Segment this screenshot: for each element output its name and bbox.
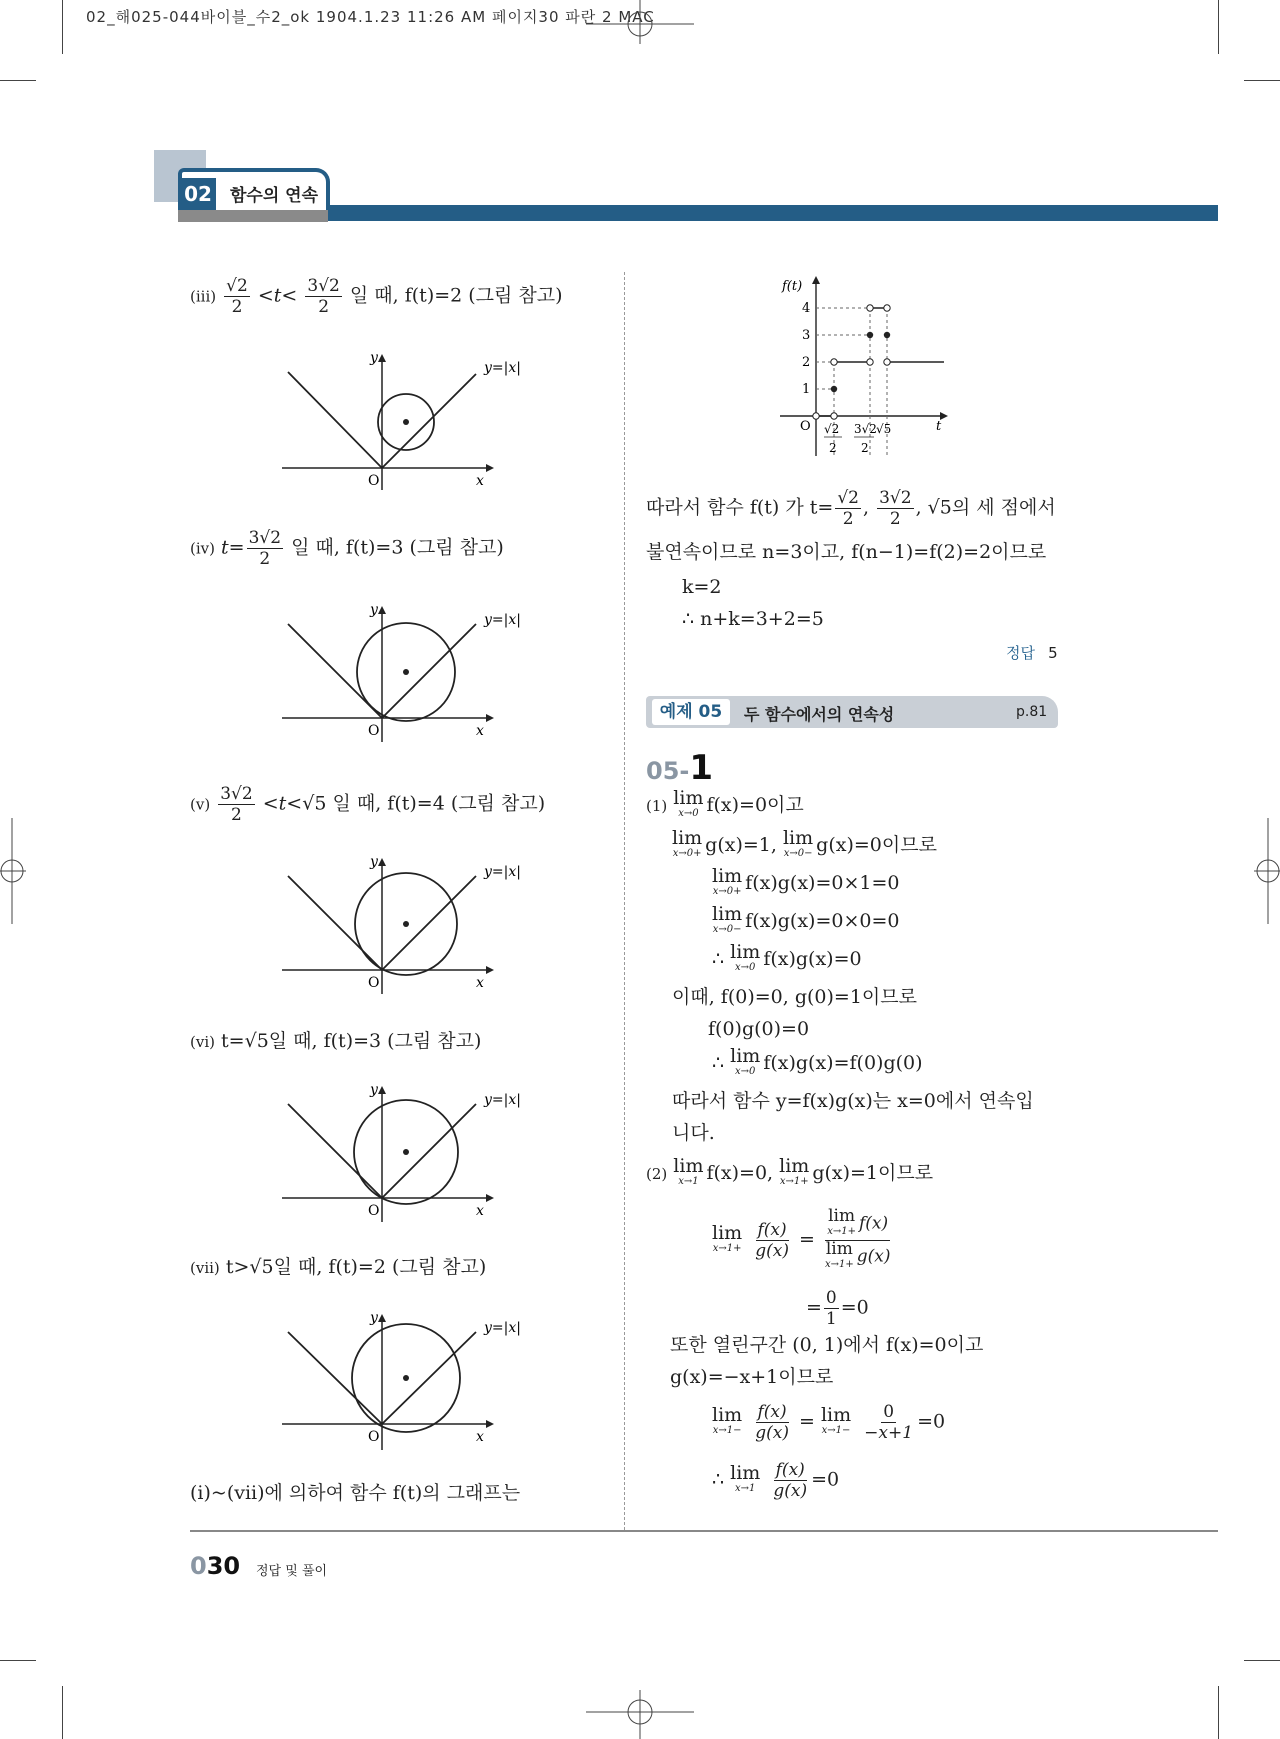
graph-label-y: y (370, 1310, 378, 1326)
graph-label-y: y (370, 350, 378, 366)
limit: lim x→0− (782, 827, 814, 859)
registration-mark-left (0, 818, 26, 924)
case-vii (190, 1254, 486, 1281)
crop-mark (1244, 1660, 1280, 1661)
limit: lim x→1+ (779, 1155, 810, 1187)
sol1-line-e (712, 941, 862, 976)
crop-mark (62, 1686, 63, 1739)
lim-word: lim (712, 903, 743, 925)
sol1-a: f(x)=0이고 (706, 794, 804, 816)
lim-word: lim (782, 827, 814, 849)
conclusion-text: (i)~(vii)에 의하여 함수 f(t)의 그래프는 (190, 1482, 521, 1504)
limit: lim x→0+ (712, 865, 743, 897)
example-tag: 예제 05 (652, 699, 730, 725)
equals-zero: =0 (840, 1296, 869, 1319)
chapter-number: 02 (180, 178, 216, 210)
limit: lim x→1− (712, 1403, 743, 1436)
step-xtick: 3√2 (854, 422, 877, 436)
example-page: p.81 (1016, 704, 1048, 720)
case-text: t>√5일 때, f(t)=2 (그림 참고) (225, 1256, 487, 1278)
graph-label-curve: y=|x| (484, 864, 521, 880)
sol2-line-c: 또한 열린구간 (0, 1)에서 f(x)=0이고 (670, 1334, 984, 1356)
case-iv: (iv) t= $\frac{3√2}{2}$ 일 때, f(t)=3 (그림 참고) (190, 528, 504, 569)
sol2-line-e: lim x→1− $\frac{f(x)}{g(x)}$ = lim x→1− $\frac{0}{-x+1}$ =0 (712, 1402, 946, 1443)
case-label: (iii) (190, 287, 217, 306)
equals-zero: =0 (811, 1468, 840, 1491)
step-xtick: 2 (829, 441, 837, 455)
fraction: $\frac{f(x)}{g(x)}$ (755, 1402, 789, 1443)
crop-mark (1244, 80, 1280, 81)
limit: lim x→0+ (672, 827, 703, 859)
sol2-a1: f(x)=0, (706, 1162, 774, 1184)
crop-mark (0, 1660, 36, 1661)
problem-num: 1 (689, 748, 714, 788)
graph-label-curve: y=|x| (484, 360, 521, 376)
page-number (190, 1552, 240, 1580)
limit: lim x→1+ (712, 1221, 743, 1254)
graph-label-curve: y=|x| (484, 612, 521, 628)
sol1-line-a (646, 787, 804, 822)
graph-label-x: x (476, 975, 484, 991)
fraction: $\frac{f(x)}{g(x)}$ (773, 1460, 808, 1501)
case-label: (vi) (190, 1033, 215, 1051)
graph-circle-v (280, 854, 540, 994)
sol2-line-f (712, 1460, 839, 1501)
sol1-line-j: 니다. (672, 1122, 715, 1144)
fraction: $\frac{√2}{2}$ (837, 488, 859, 529)
fraction: $\frac{f(x)}{g(x)}$ (755, 1220, 789, 1261)
lim-word: lim (730, 1045, 761, 1067)
step-ytick: 2 (802, 355, 811, 370)
limit: lim x→0− (712, 903, 743, 935)
step-ytick: 3 (802, 328, 811, 343)
graph-label-y: y (370, 854, 378, 870)
sol1-h: f(x)g(x)=f(0)g(0) (763, 1052, 923, 1074)
fraction: $\frac{0}{1}$ (825, 1288, 837, 1329)
case-label: (iv) (190, 539, 215, 558)
registration-mark-bottom (586, 1690, 694, 1739)
sol1-line-g: f(0)g(0)=0 (708, 1018, 810, 1040)
sol1-line-b (672, 827, 937, 862)
case-text: 일 때, f(t)=3 (그림 참고) (291, 536, 504, 559)
equals-zero: =0 (917, 1410, 946, 1433)
registration-mark-top (586, 0, 694, 44)
lim-word: lim (730, 941, 761, 963)
fraction: $\frac{3√2}{2}$ (307, 276, 340, 317)
lim-word: lim (779, 1155, 810, 1177)
para-1-head: 따라서 함수 f(t) 가 t= (646, 496, 834, 519)
case-vi (190, 1028, 481, 1055)
crop-mark (1218, 1686, 1219, 1739)
sol1-d: f(x)g(x)=0×0=0 (745, 910, 900, 932)
graph-label-origin: O (368, 975, 380, 991)
footer-label: 정답 및 풀이 (256, 1564, 328, 1579)
lim-word: lim (712, 865, 743, 887)
header-bar (178, 205, 1218, 221)
problem-number (646, 748, 713, 788)
case-text: 일 때, f(t)=2 (그림 참고) (349, 284, 563, 307)
graph-label-origin: O (368, 1203, 380, 1219)
step-xtick: √5 (876, 422, 892, 436)
header-underline (178, 210, 328, 222)
graph-circle-vii (280, 1310, 540, 1450)
answer-label: 정답 (1006, 644, 1035, 662)
limit: lim x→0 (730, 1045, 761, 1077)
lim-word: lim (673, 787, 704, 809)
page-num: 30 (206, 1552, 241, 1580)
lim-word: lim (712, 1403, 743, 1426)
chapter-title: 함수의 연속 (230, 186, 319, 206)
fraction: $\frac{0}{-x+1}$ (864, 1402, 914, 1443)
limit: lim x→1 (730, 1461, 761, 1494)
page-prefix: 0 (190, 1552, 207, 1580)
step-function-graph (770, 270, 950, 460)
therefore: ∴ (712, 1052, 725, 1074)
answer-value: 5 (1048, 644, 1058, 662)
graph-label-curve: y=|x| (484, 1092, 521, 1108)
graph-label-curve: y=|x| (484, 1320, 521, 1336)
lim-word: lim (730, 1461, 761, 1484)
sol1-b1: g(x)=1, (705, 834, 777, 856)
step-xlabel: t (936, 419, 942, 434)
sol1-line-f: 이때, f(0)=0, g(0)=1이므로 (672, 986, 917, 1008)
step-ylabel: f(t) (782, 279, 803, 294)
graph-label-origin: O (368, 1429, 380, 1445)
graph-label-x: x (476, 723, 484, 739)
sol2-label: (2) (646, 1165, 668, 1183)
para-1: 따라서 함수 f(t) 가 t= $\frac{√2}{2}$ , $\frac{3√2}{2}$ , √5의 세 점에서 (646, 488, 1056, 529)
sol1-line-h (712, 1045, 923, 1080)
para-4: ∴ n+k=3+2=5 (682, 608, 824, 630)
fraction: $\frac{3√2}{2}$ (879, 488, 912, 529)
case-text: 일 때, f(t)=4 (그림 참고) (332, 792, 546, 815)
graph-label-origin: O (368, 723, 380, 739)
case-v: (v) $\frac{3√2}{2}$ <t<√5 일 때, f(t)=4 (그림 참고) (190, 784, 546, 825)
para-1-tail: 의 세 점에서 (951, 496, 1056, 519)
limit: lim x→0 (673, 787, 704, 819)
sol2-line-d: g(x)=−x+1이므로 (670, 1366, 834, 1388)
sol2-a2: g(x)=1이므로 (812, 1162, 934, 1184)
sol1-line-i: 따라서 함수 y=f(x)g(x)는 x=0에서 연속입 (672, 1090, 1034, 1112)
step-xtick: √2 (824, 422, 840, 436)
limit: lim x→1 (673, 1155, 704, 1187)
print-info: 02_해025-044바이블_수2_ok 1904.1.23 11:26 AM 페이지30 파란 2 MAC (86, 8, 655, 26)
fraction: $\frac{3√2}{2}$ (248, 528, 282, 569)
step-xtick: 2 (861, 441, 869, 455)
graph-circle-iii (280, 350, 540, 490)
fraction: $\frac{3√2}{2}$ (220, 784, 253, 825)
sol1-e: f(x)g(x)=0 (763, 948, 862, 970)
graph-circle-vi (280, 1082, 540, 1222)
graph-label-x: x (476, 1203, 484, 1219)
sol2-line-a (646, 1155, 934, 1190)
lim-word: lim (712, 1221, 743, 1244)
case-label: (vii) (190, 1259, 220, 1277)
registration-mark-right (1254, 818, 1280, 924)
step-ytick: 1 (802, 382, 811, 397)
crop-mark (0, 80, 36, 81)
graph-label-y: y (370, 1082, 378, 1098)
step-origin: O (800, 419, 811, 434)
sol1-line-d (712, 903, 900, 938)
limit: lim x→0 (730, 941, 761, 973)
sol1-label: (1) (646, 797, 668, 815)
graph-label-x: x (476, 473, 484, 489)
case-iii: (iii) $\frac{√2}{2}$ <t< $\frac{3√2}{2}$ 일 때, f(t)=2 (그림 참고) (190, 276, 563, 317)
para-2: 불연속이므로 n=3이고, f(n−1)=f(2)=2이므로 (646, 541, 1047, 563)
step-ytick: 4 (802, 301, 811, 316)
sol1-line-c (712, 865, 900, 900)
example-title: 두 함수에서의 연속성 (744, 705, 895, 724)
graph-label-y: y (370, 602, 378, 618)
sol2-line-b2: = $\frac{0}{1}$ =0 (806, 1288, 869, 1329)
case-label: (v) (190, 795, 211, 814)
limit: lim x→1− (820, 1403, 852, 1436)
graph-label-x: x (476, 1429, 484, 1445)
sol1-b2: g(x)=0이므로 (816, 834, 937, 856)
fraction: $\frac{√2}{2}$ (226, 276, 248, 317)
fraction: lim x→1+ f(x) lim x→1+ g(x) (824, 1206, 891, 1270)
lim-word: lim (673, 1155, 704, 1177)
graph-label-origin: O (368, 473, 380, 489)
lim-word: lim (820, 1403, 852, 1426)
footer-rule (190, 1530, 1218, 1532)
problem-prefix: 05- (646, 757, 690, 785)
therefore: ∴ (712, 948, 725, 970)
therefore: ∴ (712, 1468, 725, 1491)
para-3: k=2 (682, 576, 722, 598)
crop-mark (62, 0, 63, 54)
column-divider (624, 272, 625, 1530)
sol2-line-b: lim x→1+ $\frac{f(x)}{g(x)}$ = lim x→1+ f(x) lim x→1+ g(x) (712, 1208, 894, 1273)
answer (1006, 642, 1058, 663)
sol1-c: f(x)g(x)=0×1=0 (745, 872, 900, 894)
case-text: t=√5일 때, f(t)=3 (그림 참고) (221, 1030, 482, 1052)
lim-word: lim (672, 827, 703, 849)
crop-mark (1218, 0, 1219, 54)
graph-circle-iv (280, 602, 540, 742)
